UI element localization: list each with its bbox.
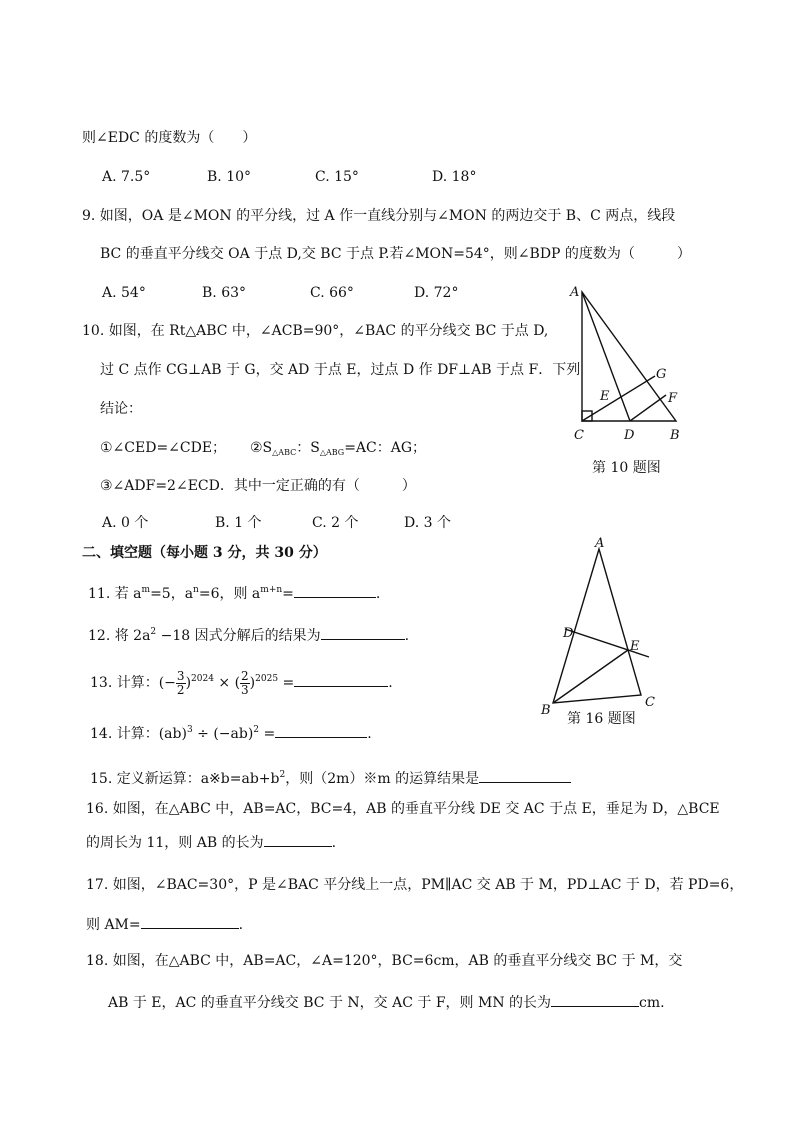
- q9-line2: BC 的垂直平分线交 OA 于点 D,交 BC 于点 P.若∠MON=54°，则∠BDP 的度数为（ ）: [100, 246, 691, 262]
- q18-answer-blank[interactable]: [551, 992, 639, 1007]
- q10-option-c: C. 2 个: [312, 515, 359, 531]
- q12: 12. 将 $2a^2 -18$ 因式分解后的结果为 .: [88, 627, 410, 644]
- q13-answer-blank[interactable]: [294, 672, 388, 687]
- fraction-3-2: $\frac{3}{2}$: [176, 668, 185, 697]
- q15: 15. 定义新运算：$a※b=ab+b^2$，则（2m）※m 的运算结果是: [90, 765, 571, 789]
- q17-line1: 17. 如图，∠BAC=30°，P 是∠BAC 平分线上一点，PM∥AC 交 AB 于 M，PD⊥AC 于 D，若 PD=6，: [86, 877, 744, 893]
- label-c: C: [645, 695, 655, 710]
- q9-option-a: A. 54°: [102, 285, 146, 301]
- segment-be: [553, 650, 628, 703]
- q15-answer-blank[interactable]: [479, 768, 571, 783]
- q10-line3: 结论：: [100, 401, 142, 417]
- q14: 14. 计算：$(ab)^3 \div (-ab)^2$ = .: [90, 725, 372, 742]
- q10-conclusion-2: $②S_{\triangle ABC}$：$S_{\triangle ABG}=AC$：AG；: [250, 440, 427, 457]
- q8-option-b: B. 10°: [207, 169, 252, 185]
- q8-option-d: D. 18°: [432, 169, 477, 185]
- label-a: A: [570, 285, 580, 300]
- q10-option-b: B. 1 个: [215, 515, 262, 531]
- q17-answer-blank[interactable]: [141, 914, 239, 929]
- q13: 13. 计算：(− $\frac{3}{2}$ )$^{2024}$ × ( $\frac{2}{3}$ )$^{2025}$ = .: [90, 668, 393, 697]
- label-d: D: [624, 428, 635, 443]
- q18-line2: AB 于 E，AC 的垂直平分线交 BC 于 N，交 AC 于 F，则 MN 的长为 cm.: [108, 992, 665, 1013]
- q9-line1: 9. 如图，OA 是∠MON 的平分线，过 A 作一直线分别与∠MON 的两边交于 B、C 两点，线段: [82, 208, 676, 224]
- q10-figure-caption: 第 10 题图: [592, 460, 661, 476]
- q10-option-d: D. 3 个: [404, 515, 451, 531]
- q8-stem-end: 则∠EDC 的度数为（ ）: [82, 130, 257, 146]
- q10-figure: [560, 280, 700, 445]
- q10-line1: 10. 如图，在 Rt△ABC 中，∠ACB=90°，∠BAC 的平分线交 BC 于点 D,: [82, 323, 549, 339]
- q16-answer-blank[interactable]: [264, 832, 332, 847]
- section-title: 二、填空题（每小题 3 分，共 30 分）: [82, 545, 327, 561]
- q12-answer-blank[interactable]: [321, 625, 405, 640]
- segment-cg: [582, 376, 655, 421]
- fraction-2-3: $\frac{2}{3}$: [241, 668, 249, 697]
- label-c: C: [574, 428, 584, 443]
- label-b: B: [670, 428, 680, 443]
- q16-figure-caption: 第 16 题图: [567, 711, 636, 727]
- q16-line1: 16. 如图，在△ABC 中，AB=AC，BC=4，AB 的垂直平分线 DE 交 AC 于点 E，垂足为 D，△BCE: [86, 801, 720, 817]
- q14-answer-blank[interactable]: [275, 723, 367, 738]
- q9-option-d: D. 72°: [414, 285, 459, 301]
- q9-option-b: B. 63°: [202, 285, 247, 301]
- q8-option-a: A. 7.5°: [102, 169, 151, 185]
- q16-figure: [533, 533, 663, 718]
- q8-option-c: C. 15°: [315, 169, 359, 185]
- q10-conclusion-1: ①∠CED=∠CDE；: [100, 440, 227, 456]
- q18-line1: 18. 如图，在△ABC 中，AB=AC，∠A=120°，BC=6cm，AB 的垂直平分线交 BC 于 M，交: [86, 953, 683, 969]
- q11: 11. 若 $a^m=5$，$a^n=6$，则 $a^{m+n}=$ .: [88, 585, 381, 602]
- label-b: B: [541, 703, 551, 718]
- q10-line2: 过 C 点作 CG⊥AB 于 G，交 AD 于点 E，过点 D 作 DF⊥AB 于点 F．下列: [100, 362, 581, 378]
- label-f: F: [668, 391, 678, 406]
- label-d: D: [563, 626, 574, 641]
- q10-option-a: A. 0 个: [102, 515, 149, 531]
- q9-option-c: C. 66°: [310, 285, 354, 301]
- label-a: A: [595, 536, 605, 551]
- label-e: E: [600, 389, 610, 404]
- label-g: G: [656, 367, 667, 382]
- label-e: E: [630, 639, 640, 654]
- q17-line2: 则 AM= .: [86, 914, 243, 935]
- q11-answer-blank[interactable]: [294, 583, 376, 598]
- q16-line2: 的周长为 11，则 AB 的长为 .: [86, 832, 336, 853]
- triangle-abc: [582, 292, 676, 421]
- segment-df: [630, 395, 666, 421]
- q10-conclusion-3: ③∠ADF=2∠ECD．其中一定正确的有（ ）: [100, 478, 416, 494]
